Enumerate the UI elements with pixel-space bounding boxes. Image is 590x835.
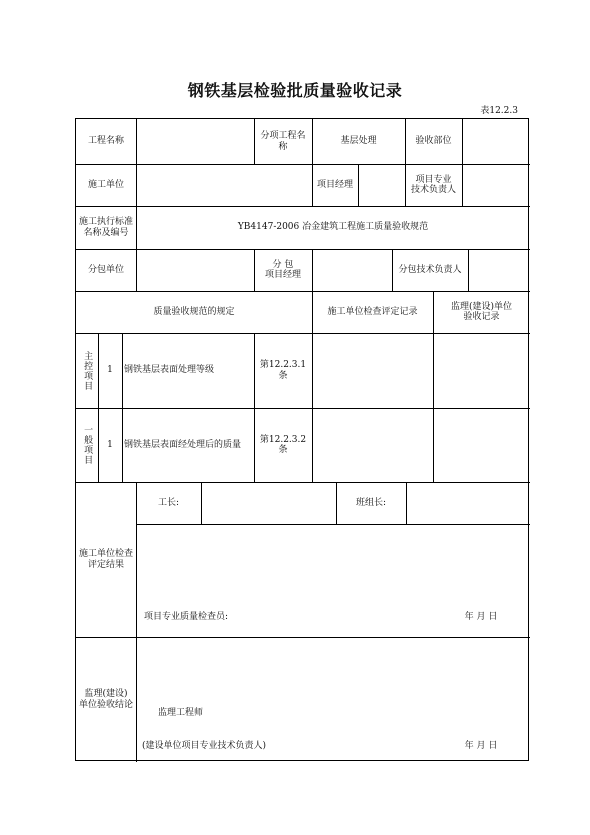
- general-item-clause: 第12.2.3.2 条: [259, 434, 307, 455]
- owner-tech-lead-label: (建设单位项目专业技术负责人): [142, 740, 267, 751]
- general-item-description: 钢铁基层表面经处理后的质量: [124, 439, 242, 450]
- project-manager-label: 项目经理: [316, 179, 353, 190]
- general-item-number: 1: [107, 439, 113, 450]
- construction-unit-value[interactable]: [136, 164, 312, 206]
- main-item-clause: 第12.2.3.1 条: [259, 360, 307, 381]
- standard-value: YB4147-2006 冶金建筑工程施工质量验收规范: [237, 222, 429, 233]
- supervision-result-label: 监理(建设) 单位验收结论: [78, 689, 133, 710]
- acceptance-part-label: 验收部位: [415, 136, 452, 147]
- main-control-group-label: 主控项目: [82, 350, 93, 391]
- team-leader-value[interactable]: [406, 482, 530, 524]
- general-item-supervision-record[interactable]: [433, 408, 530, 482]
- construction-result-date: 年 月 日: [464, 611, 498, 622]
- supervision-record-column-header: 监理(建设)单位 验收记录: [450, 301, 513, 322]
- subcontract-tech-value[interactable]: [468, 249, 530, 291]
- main-item-supervision-record[interactable]: [433, 333, 530, 408]
- sub-project-value: 基层处理: [340, 136, 377, 147]
- general-item-construction-record[interactable]: [312, 408, 433, 482]
- spec-column-header: 质量验收规范的规定: [153, 306, 235, 317]
- quality-inspector-label: 项目专业质量检查员:: [144, 611, 229, 622]
- project-manager-value[interactable]: [358, 164, 405, 206]
- subcontract-manager-label: 分 包 项目经理: [264, 259, 301, 280]
- main-item-description: 钢铁基层表面处理等级: [124, 365, 215, 376]
- tech-lead-value[interactable]: [462, 164, 530, 206]
- sub-project-label: 分项工程名 称: [260, 131, 306, 152]
- construction-unit-label: 施工单位: [87, 179, 124, 190]
- foreman-label: 工长:: [157, 497, 180, 508]
- supervising-engineer-label: 监理工程师: [158, 707, 204, 718]
- general-group-label: 一般项目: [82, 425, 93, 465]
- tech-lead-label: 项目专业 技术负责人: [410, 174, 456, 195]
- project-name-value[interactable]: [136, 119, 254, 164]
- supervision-result-body[interactable]: [136, 637, 530, 697]
- construction-check-column-header: 施工单位检查评定记录: [327, 306, 418, 317]
- acceptance-part-value[interactable]: [462, 119, 530, 164]
- subcontract-unit-label: 分包单位: [87, 264, 124, 275]
- team-leader-label: 班组长:: [355, 497, 387, 508]
- subcontract-manager-value[interactable]: [312, 249, 392, 291]
- main-item-number: 1: [107, 365, 113, 376]
- foreman-value[interactable]: [201, 482, 336, 524]
- construction-result-body[interactable]: [136, 524, 530, 604]
- form-title: 钢铁基层检验批质量验收记录: [187, 81, 403, 100]
- table-code: 表12.2.3: [480, 106, 518, 116]
- inspection-record-table: [75, 118, 529, 761]
- subcontract-unit-value[interactable]: [136, 249, 254, 291]
- supervision-result-date: 年 月 日: [464, 740, 498, 751]
- subcontract-tech-label: 分包技术负责人: [398, 264, 462, 275]
- main-item-construction-record[interactable]: [312, 333, 433, 408]
- project-name-label: 工程名称: [87, 136, 124, 147]
- standard-label: 施工执行标准 名称及编号: [78, 217, 133, 238]
- construction-result-label: 施工单位检查 评定结果: [78, 549, 133, 570]
